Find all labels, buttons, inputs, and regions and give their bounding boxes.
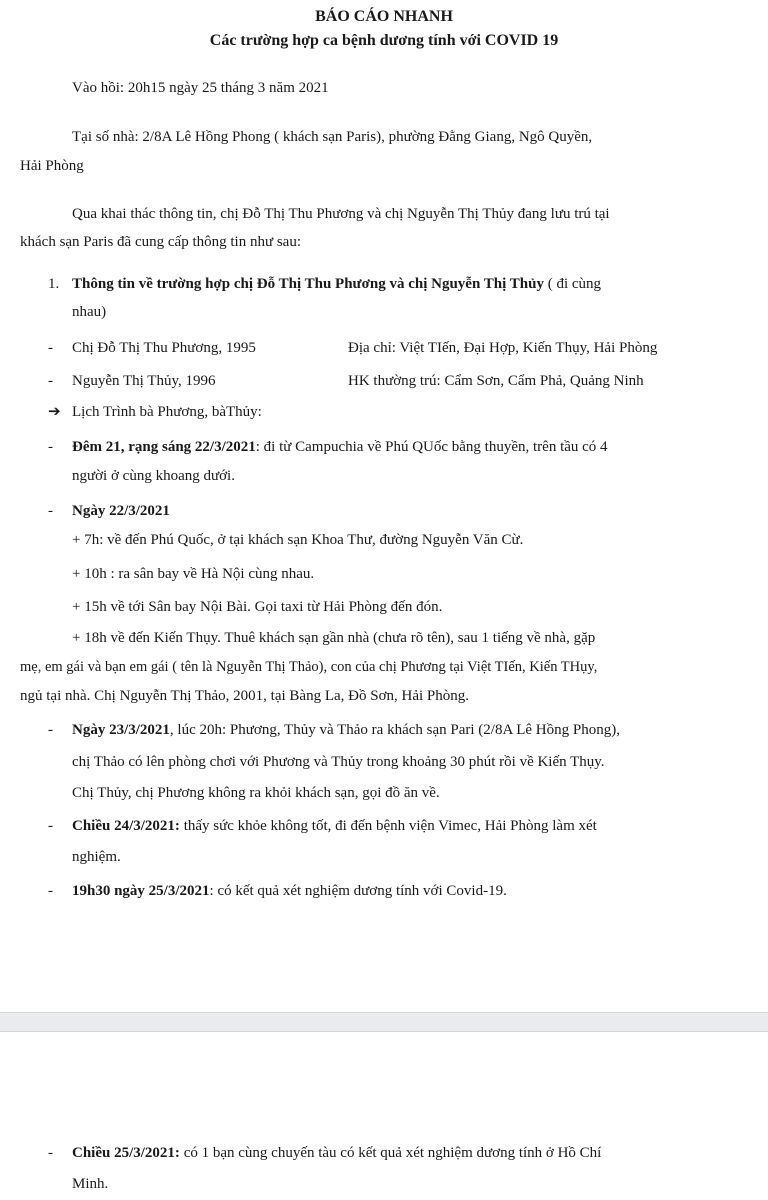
event-line-3: Chị Thủy, chị Phương không ra khỏi khách sạn, gọi đồ ăn về.	[72, 785, 440, 801]
report-title: BÁO CÁO NHANH	[315, 8, 453, 25]
event-line	[72, 881, 507, 901]
section-heading-line-2: nhau)	[72, 304, 107, 320]
bullet-dash: -	[48, 503, 53, 519]
person-address: Địa chỉ: Việt TIến, Đại Hợp, Kiến Thụy, Hải Phòng	[348, 340, 658, 356]
event-text: : đi từ Campuchia về Phú QUốc bằng thuyền, trên tầu có 4	[255, 439, 608, 455]
event-text: : có kết quả xét nghiệm dương tính với Covid-19.	[209, 883, 507, 899]
event-date: 19h30 ngày 25/3/2021	[72, 883, 210, 899]
person-name: Nguyễn Thị Thủy, 1996	[72, 373, 216, 389]
sub-event-line-3: ngủ tại nhà. Chị Nguyễn Thị Thảo, 2001, tại Bàng La, Đồ Sơn, Hải Phòng.	[20, 688, 470, 704]
section-number: 1.	[48, 276, 60, 292]
address-line-2: Hải Phòng	[20, 158, 84, 174]
arrow-right-icon: ➔	[48, 404, 61, 420]
sub-event: + 7h: về đến Phú Quốc, ở tại khách sạn Khoa Thư, đường Nguyễn Văn Cừ.	[72, 532, 524, 548]
event-line	[72, 1143, 601, 1163]
person-name: Chị Đỗ Thị Thu Phương, 1995	[72, 340, 256, 356]
event-line-2: người ở cùng khoang dưới.	[72, 468, 235, 484]
bullet-dash: -	[48, 818, 53, 834]
bullet-dash: -	[48, 439, 53, 455]
section-heading-bold: Thông tin về trường hợp chị Đỗ Thị Thu Phương và chị Nguyễn Thị Thủy	[72, 276, 544, 292]
sub-event: + 10h : ra sân bay về Hà Nội cùng nhau.	[72, 566, 315, 582]
event-line	[72, 437, 608, 457]
bullet-dash: -	[48, 1145, 53, 1161]
event-date: Ngày 22/3/2021	[72, 503, 170, 519]
event-text: có 1 bạn cùng chuyến tàu có kết quả xét nghiệm dương tính ở Hồ Chí	[179, 1145, 602, 1161]
event-line-2: chị Thảo có lên phòng chơi với Phương và Thủy trong khoảng 30 phút rồi về Kiến Thụy.	[72, 754, 605, 770]
itinerary-label: Lịch Trình bà Phương, bàThủy:	[72, 404, 262, 420]
event-line	[72, 720, 620, 740]
event-text: thấy sức khỏe không tốt, đi đến bệnh viện Vimec, Hải Phòng làm xét	[179, 818, 597, 834]
event-line-2: nghiệm.	[72, 849, 121, 865]
event-date: Chiều 25/3/2021:	[72, 1145, 180, 1161]
sub-event: + 15h về tới Sân bay Nội Bài. Gọi taxi từ Hải Phòng đến đón.	[72, 599, 443, 615]
event-text: , lúc 20h: Phương, Thủy và Thảo ra khách sạn Pari (2/8A Lê Hồng Phong),	[169, 722, 620, 738]
person-address: HK thường trú: Cẩm Sơn, Cẩm Phả, Quảng Ninh	[348, 373, 644, 389]
event-line-2: Minh.	[72, 1176, 109, 1192]
report-time: Vào hồi: 20h15 ngày 25 tháng 3 năm 2021	[72, 80, 329, 96]
event-date: Chiều 24/3/2021:	[72, 818, 180, 834]
info-line-1: Qua khai thác thông tin, chị Đỗ Thị Thu Phương và chị Nguyễn Thị Thủy đang lưu trú tại	[72, 206, 610, 222]
bullet-dash: -	[48, 373, 53, 389]
section-heading-rest: ( đi cùng	[543, 276, 602, 292]
info-line-2: khách sạn Paris đã cung cấp thông tin như sau:	[20, 234, 301, 250]
section-heading	[72, 274, 601, 294]
event-line	[72, 816, 597, 836]
sub-event-line-2: mẹ, em gái và bạn em gái ( tên là Nguyễn Thị Thảo), con của chị Phương tại Việt TIến, Kiến THụy,	[20, 659, 598, 675]
event-date: Đêm 21, rạng sáng 22/3/2021	[72, 439, 256, 455]
page-break-divider	[0, 1012, 768, 1032]
address-line-1: Tại số nhà: 2/8A Lê Hồng Phong ( khách sạn Paris), phường Đằng Giang, Ngô Quyền,	[72, 129, 593, 145]
bullet-dash: -	[48, 722, 53, 738]
event-date: Ngày 23/3/2021	[72, 722, 170, 738]
bullet-dash: -	[48, 340, 53, 356]
bullet-dash: -	[48, 883, 53, 899]
sub-event: + 18h về đến Kiến Thụy. Thuê khách sạn gần nhà (chưa rõ tên), sau 1 tiếng về nhà, gặp	[72, 630, 596, 646]
report-subtitle: Các trường hợp ca bệnh dương tính với COVID 19	[209, 32, 559, 49]
